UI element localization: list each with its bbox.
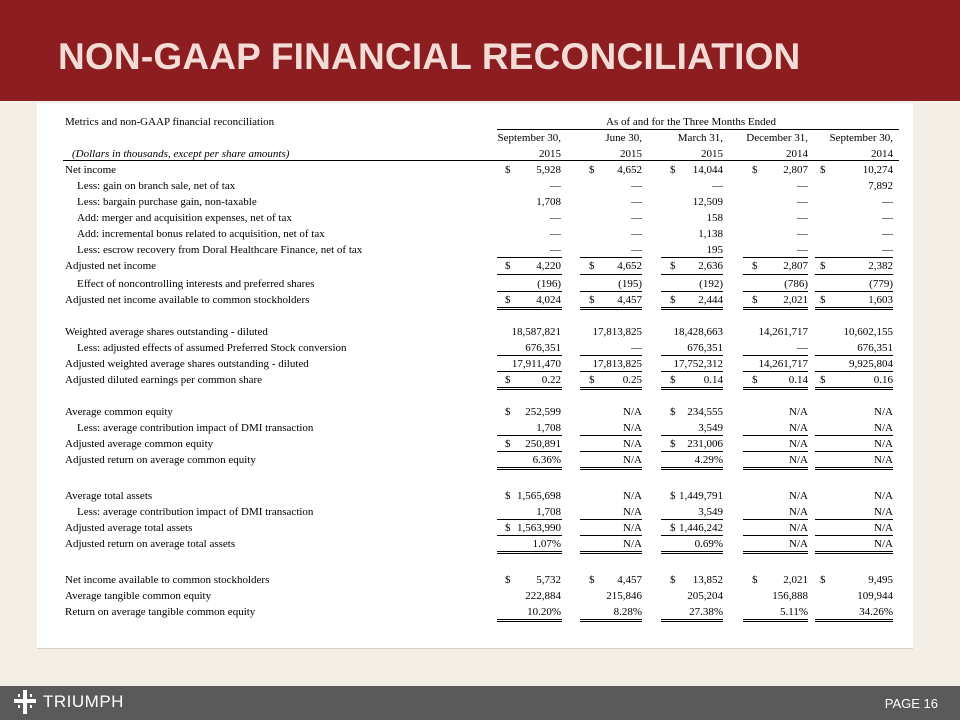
total-rule (580, 387, 642, 388)
table-cell: (192) (699, 278, 723, 290)
table-cell: 1,708 (536, 196, 561, 208)
double-total-rule (580, 553, 642, 554)
table-cell: 4,220 (536, 260, 561, 272)
double-total-rule (497, 309, 562, 310)
total-rule (661, 355, 723, 356)
total-rule (497, 387, 562, 388)
total-rule (497, 619, 562, 620)
table-cell: — (882, 244, 893, 256)
table-cell: 7,892 (868, 180, 893, 192)
double-total-rule (661, 553, 723, 554)
total-rule (743, 371, 808, 372)
total-rule (580, 467, 642, 468)
table-cell: 10.20% (527, 606, 561, 618)
table-cell: 4,457 (617, 574, 642, 586)
table-cell: — (882, 212, 893, 224)
table-cell: 676,351 (857, 342, 893, 354)
row-label: Add: merger and acquisition expenses, net of tax (77, 212, 292, 224)
table-cell: N/A (623, 438, 642, 450)
dollar-sign: $ (505, 406, 511, 418)
total-rule (815, 451, 893, 452)
dollar-sign: $ (589, 164, 595, 176)
dollar-sign: $ (670, 406, 676, 418)
total-rule (497, 535, 562, 536)
total-rule (661, 435, 723, 436)
table-cell: 6.36% (532, 454, 561, 466)
table-cell: (786) (784, 278, 808, 290)
dollar-sign: $ (670, 438, 676, 450)
total-rule (815, 371, 893, 372)
table-cell: — (797, 228, 808, 240)
dollar-sign: $ (820, 574, 826, 586)
row-label: Adjusted weighted average shares outstanding - diluted (65, 358, 309, 370)
table-cell: N/A (874, 490, 893, 502)
table-cell: 4,652 (617, 260, 642, 272)
dollar-sign: $ (670, 164, 676, 176)
table-cell: 1,446,242 (679, 522, 723, 534)
total-rule (580, 435, 642, 436)
double-total-rule (580, 469, 642, 470)
table-cell: 1,449,791 (679, 490, 723, 502)
table-cell: — (797, 212, 808, 224)
table-cell: 0.14 (788, 374, 808, 386)
table-cell: — (631, 212, 642, 224)
dollar-sign: $ (820, 260, 826, 272)
row-label: Return on average tangible common equity (65, 606, 256, 618)
total-rule (661, 551, 723, 552)
table-cell: N/A (874, 422, 893, 434)
total-rule (743, 355, 808, 356)
double-total-rule (815, 553, 893, 554)
table-cell: 17,752,312 (673, 358, 723, 370)
table-cell: 12,509 (692, 196, 723, 208)
double-total-rule (815, 621, 893, 622)
table-cell: 195 (706, 244, 723, 256)
table-cell: 4,457 (617, 294, 642, 306)
table-cell: — (631, 196, 642, 208)
total-rule (661, 274, 723, 275)
total-rule (815, 467, 893, 468)
dollar-sign: $ (820, 374, 826, 386)
table-cell: — (797, 342, 808, 354)
table-cell: N/A (623, 522, 642, 534)
total-rule (497, 307, 562, 308)
table-cell: 0.69% (694, 538, 723, 550)
table-cell: N/A (623, 506, 642, 518)
table-cell: 158 (706, 212, 723, 224)
total-rule (497, 519, 562, 520)
table-cell: — (797, 244, 808, 256)
table-cell: N/A (789, 522, 808, 534)
column-header-year: 2014 (786, 148, 808, 160)
total-rule (497, 257, 562, 258)
double-total-rule (580, 389, 642, 390)
dollar-sign: $ (752, 294, 758, 306)
total-rule (815, 387, 893, 388)
total-rule (815, 355, 893, 356)
table-cell: — (797, 180, 808, 192)
total-rule (497, 435, 562, 436)
double-total-rule (743, 309, 808, 310)
total-rule (743, 291, 808, 292)
table-cell: 2,382 (868, 260, 893, 272)
total-rule (661, 519, 723, 520)
dollar-sign: $ (589, 374, 595, 386)
total-rule (743, 387, 808, 388)
dollar-sign: $ (505, 574, 511, 586)
table-cell: N/A (874, 506, 893, 518)
units-note: (Dollars in thousands, except per share amounts) (72, 148, 290, 160)
dollar-sign: $ (752, 260, 758, 272)
table-cell: N/A (789, 422, 808, 434)
total-rule (580, 291, 642, 292)
column-header-date: September 30, (497, 132, 561, 144)
page-number: PAGE 16 (884, 696, 938, 711)
table-cell: 18,428,663 (673, 326, 723, 338)
total-rule (815, 435, 893, 436)
table-cell: 205,204 (687, 590, 723, 602)
dollar-sign: $ (505, 164, 511, 176)
table-cell: 10,274 (862, 164, 893, 176)
total-rule (580, 355, 642, 356)
table-cell: 231,006 (687, 438, 723, 450)
total-rule (661, 619, 723, 620)
total-rule (743, 551, 808, 552)
row-label: Effect of noncontrolling interests and preferred shares (77, 278, 315, 290)
total-rule (580, 257, 642, 258)
total-rule (743, 619, 808, 620)
table-cell: — (712, 180, 723, 192)
table-cell: 17,813,825 (592, 358, 642, 370)
period-heading: As of and for the Three Months Ended (606, 116, 776, 128)
dollar-sign: $ (505, 490, 511, 502)
row-label: Less: bargain purchase gain, non-taxable (77, 196, 257, 208)
double-total-rule (661, 389, 723, 390)
total-rule (497, 551, 562, 552)
table-cell: — (882, 196, 893, 208)
table-cell: 215,846 (606, 590, 642, 602)
period-heading-underline (497, 129, 899, 130)
footer-bar (0, 686, 960, 720)
row-label: Adjusted average common equity (65, 438, 214, 450)
column-header-date: September 30, (829, 132, 893, 144)
total-rule (497, 371, 562, 372)
total-rule (497, 291, 562, 292)
total-rule (497, 451, 562, 452)
triumph-logo (14, 690, 124, 714)
table-cell: 234,555 (687, 406, 723, 418)
table-cell: — (550, 244, 561, 256)
total-rule (743, 307, 808, 308)
row-label: Weighted average shares outstanding - diluted (65, 326, 268, 338)
total-rule (580, 307, 642, 308)
double-total-rule (497, 389, 562, 390)
table-cell: — (631, 342, 642, 354)
column-header-date: June 30, (605, 132, 642, 144)
column-header-year: 2015 (701, 148, 723, 160)
table-cell: 34.26% (859, 606, 893, 618)
dollar-sign: $ (589, 574, 595, 586)
table-cell: N/A (789, 490, 808, 502)
double-total-rule (661, 309, 723, 310)
table-cell: — (550, 228, 561, 240)
column-header-year: 2014 (871, 148, 893, 160)
total-rule (815, 257, 893, 258)
table-cell: N/A (789, 438, 808, 450)
table-cell: — (550, 212, 561, 224)
table-cell: 0.22 (541, 374, 561, 386)
table-cell: (779) (869, 278, 893, 290)
table-cell: N/A (874, 522, 893, 534)
double-total-rule (743, 389, 808, 390)
total-rule (580, 451, 642, 452)
double-total-rule (815, 309, 893, 310)
row-label: Net income (65, 164, 117, 176)
table-cell: 222,884 (525, 590, 561, 602)
table-heading: Metrics and non-GAAP financial reconciliation (65, 116, 275, 128)
row-label: Adjusted return on average common equity (65, 454, 256, 466)
dollar-sign: $ (820, 294, 826, 306)
table-cell: — (797, 196, 808, 208)
table-cell: N/A (789, 506, 808, 518)
table-cell: 5.11% (779, 606, 808, 618)
column-header-date: December 31, (746, 132, 808, 144)
table-cell: 9,925,804 (849, 358, 893, 370)
double-total-rule (497, 469, 562, 470)
dollar-sign: $ (589, 260, 595, 272)
table-cell: — (550, 180, 561, 192)
table-cell: 1,565,698 (517, 490, 561, 502)
row-label: Less: adjusted effects of assumed Preferred Stock conversion (77, 342, 347, 354)
table-cell: N/A (874, 538, 893, 550)
table-cell: 2,021 (783, 574, 808, 586)
table-cell: 2,807 (783, 260, 808, 272)
table-cell: — (631, 244, 642, 256)
double-total-rule (743, 621, 808, 622)
cross-logo-icon (14, 690, 36, 714)
row-label: Less: gain on branch sale, net of tax (77, 180, 236, 192)
table-cell: 13,852 (692, 574, 723, 586)
table-cell: (195) (618, 278, 642, 290)
row-label: Less: average contribution impact of DMI transaction (77, 422, 314, 434)
table-cell: — (631, 180, 642, 192)
table-cell: N/A (623, 538, 642, 550)
table-cell: 5,928 (536, 164, 561, 176)
total-rule (815, 619, 893, 620)
total-rule (815, 551, 893, 552)
total-rule (661, 371, 723, 372)
table-cell: 2,444 (698, 294, 723, 306)
total-rule (743, 274, 808, 275)
page-title: NON-GAAP FINANCIAL RECONCILIATION (58, 36, 801, 77)
table-cell: N/A (874, 438, 893, 450)
total-rule (580, 551, 642, 552)
row-label: Less: escrow recovery from Doral Healthcare Finance, net of tax (77, 244, 363, 256)
double-total-rule (580, 621, 642, 622)
table-cell: 3,549 (698, 422, 723, 434)
table-cell: N/A (874, 406, 893, 418)
total-rule (743, 257, 808, 258)
table-cell: N/A (623, 422, 642, 434)
header-underline (63, 160, 899, 161)
double-total-rule (497, 553, 562, 554)
total-rule (743, 535, 808, 536)
total-rule (815, 535, 893, 536)
table-cell: 252,599 (525, 406, 561, 418)
table-cell: N/A (789, 406, 808, 418)
dollar-sign: $ (670, 574, 676, 586)
total-rule (580, 619, 642, 620)
total-rule (815, 307, 893, 308)
table-cell: 9,495 (868, 574, 893, 586)
table-cell: 17,911,470 (511, 358, 561, 370)
total-rule (661, 387, 723, 388)
table-cell: 156,888 (772, 590, 808, 602)
total-rule (580, 371, 642, 372)
dollar-sign: $ (820, 164, 826, 176)
table-cell: — (882, 228, 893, 240)
double-total-rule (815, 389, 893, 390)
total-rule (661, 451, 723, 452)
table-cell: N/A (623, 454, 642, 466)
table-cell: 4.29% (694, 454, 723, 466)
dollar-sign: $ (505, 260, 511, 272)
dollar-sign: $ (752, 164, 758, 176)
dollar-sign: $ (505, 438, 511, 450)
total-rule (743, 435, 808, 436)
double-total-rule (661, 621, 723, 622)
total-rule (661, 467, 723, 468)
table-cell: 1,708 (536, 506, 561, 518)
dollar-sign: $ (670, 374, 676, 386)
total-rule (661, 535, 723, 536)
table-cell: 4,652 (617, 164, 642, 176)
logo-text: TRIUMPH (43, 692, 124, 711)
double-total-rule (497, 621, 562, 622)
row-label: Adjusted net income available to common stockholders (65, 294, 310, 306)
total-rule (497, 467, 562, 468)
table-cell: — (631, 228, 642, 240)
row-label: Adjusted diluted earnings per common share (65, 374, 263, 386)
table-cell: 1,603 (868, 294, 893, 306)
total-rule (661, 307, 723, 308)
table-cell: 27.38% (689, 606, 723, 618)
table-cell: N/A (623, 490, 642, 502)
row-label: Add: incremental bonus related to acquisition, net of tax (77, 228, 325, 240)
row-label: Adjusted average total assets (65, 522, 193, 534)
table-cell: 5,732 (536, 574, 561, 586)
row-label: Average total assets (65, 490, 153, 502)
table-cell: 2,807 (783, 164, 808, 176)
table-cell: N/A (789, 454, 808, 466)
column-header-year: 2015 (620, 148, 642, 160)
total-rule (661, 291, 723, 292)
dollar-sign: $ (752, 374, 758, 386)
row-label: Net income available to common stockholders (65, 574, 270, 586)
table-cell: N/A (789, 538, 808, 550)
table-cell: 14,044 (692, 164, 723, 176)
total-rule (497, 355, 562, 356)
table-cell: 2,636 (698, 260, 723, 272)
dollar-sign: $ (670, 260, 676, 272)
double-total-rule (815, 469, 893, 470)
table-cell: 18,587,821 (511, 326, 561, 338)
title-banner (0, 0, 960, 101)
dollar-sign: $ (505, 374, 511, 386)
total-rule (661, 257, 723, 258)
table-cell: 0.16 (873, 374, 893, 386)
table-cell: 250,891 (525, 438, 561, 450)
table-cell: 1,708 (536, 422, 561, 434)
total-rule (743, 451, 808, 452)
row-label: Average common equity (65, 406, 173, 418)
total-rule (580, 535, 642, 536)
total-rule (497, 274, 562, 275)
dollar-sign: $ (670, 490, 676, 502)
table-cell: 109,944 (857, 590, 893, 602)
table-cell: 2,021 (783, 294, 808, 306)
table-cell: 10,602,155 (843, 326, 893, 338)
table-cell: 14,261,717 (758, 326, 808, 338)
table-cell: 676,351 (687, 342, 723, 354)
dollar-sign: $ (670, 522, 676, 534)
column-header-date: March 31, (677, 132, 723, 144)
dollar-sign: $ (589, 294, 595, 306)
dollar-sign: $ (505, 294, 511, 306)
panel-bottom-divider (37, 648, 913, 649)
row-label: Adjusted net income (65, 260, 157, 272)
row-label: Adjusted return on average total assets (65, 538, 236, 550)
total-rule (815, 274, 893, 275)
dollar-sign: $ (752, 574, 758, 586)
table-cell: N/A (874, 454, 893, 466)
total-rule (743, 519, 808, 520)
table-cell: 0.14 (703, 374, 723, 386)
table-cell: 0.25 (622, 374, 642, 386)
row-label: Average tangible common equity (65, 590, 212, 602)
table-cell: 14,261,717 (758, 358, 808, 370)
total-rule (580, 274, 642, 275)
total-rule (580, 519, 642, 520)
total-rule (815, 291, 893, 292)
double-total-rule (661, 469, 723, 470)
table-cell: 8.28% (613, 606, 642, 618)
table-cell: 1,563,990 (517, 522, 561, 534)
total-rule (743, 467, 808, 468)
table-cell: 1.07% (532, 538, 561, 550)
double-total-rule (580, 309, 642, 310)
table-cell: (196) (537, 278, 561, 290)
table-cell: 3,549 (698, 506, 723, 518)
dollar-sign: $ (670, 294, 676, 306)
column-header-year: 2015 (539, 148, 561, 160)
total-rule (815, 519, 893, 520)
table-cell: 1,138 (698, 228, 723, 240)
double-total-rule (743, 553, 808, 554)
table-cell: 4,024 (536, 294, 561, 306)
table-cell: 676,351 (525, 342, 561, 354)
dollar-sign: $ (505, 522, 511, 534)
double-total-rule (743, 469, 808, 470)
table-cell: 17,813,825 (592, 326, 642, 338)
row-label: Less: average contribution impact of DMI transaction (77, 506, 314, 518)
table-cell: N/A (623, 406, 642, 418)
